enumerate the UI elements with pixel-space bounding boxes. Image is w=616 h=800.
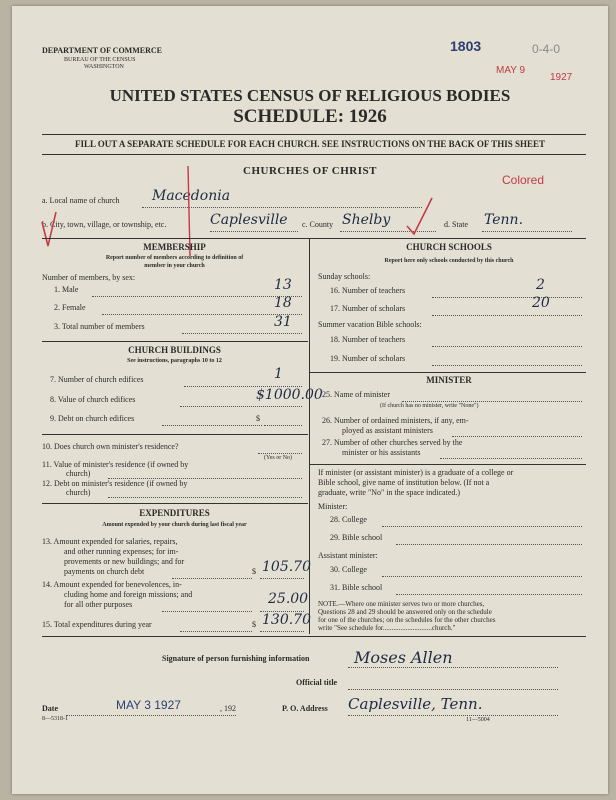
received-date-stamp: MAY 9 <box>496 65 526 76</box>
graduate-note-1: If minister (or assistant minister) is a graduate of a college or <box>318 468 514 477</box>
residence-debt-label-2: church) <box>66 488 91 497</box>
denomination-title: CHURCHES OF CHRIST <box>243 165 377 177</box>
form-number: 8—5318-1 <box>42 716 68 722</box>
serial-stamp: 1803 <box>450 38 482 54</box>
note-line-2: Questions 28 and 29 should be answered only on the schedule <box>318 608 492 616</box>
male-value: 13 <box>274 277 292 293</box>
summer-teachers-label: 18. Number of teachers <box>330 335 406 344</box>
po-address-label: P. O. Address <box>282 704 328 713</box>
date-stamp-value: MAY 3 1927 <box>116 698 181 712</box>
local-name-value: Macedonia <box>152 188 231 204</box>
exp14-line-1: 14. Amount expended for benevolences, in- <box>42 580 182 589</box>
county-value: Shelby <box>342 212 391 228</box>
red-checkmark <box>407 198 432 234</box>
city-label: b. City, town, village, or township, etc. <box>42 220 167 229</box>
date-label: Date <box>42 704 58 713</box>
red-r-mark <box>42 212 56 246</box>
exp13-line-2: and other running expenses; for im- <box>64 547 179 556</box>
minister-heading: MINISTER <box>426 375 472 385</box>
signature-value: Moses Allen <box>354 648 453 667</box>
total-members-value: 31 <box>274 314 292 330</box>
edifices-value: 1 <box>274 366 283 382</box>
note-line-4: write "See schedule for............................church." <box>318 624 456 632</box>
expenditures-heading: EXPENDITURES <box>139 508 210 518</box>
bible-31-label: 31. Bible school <box>330 583 383 592</box>
male-label: 1. Male <box>54 285 79 294</box>
edifice-value-label: 8. Value of church edifices <box>50 395 136 404</box>
edifice-debt-label: 9. Debt on church edifices <box>50 414 135 423</box>
state-value: Tenn. <box>484 212 524 228</box>
membership-subtitle-1: Report number of members according to definition of <box>105 255 244 261</box>
exp13-line-1: 13. Amount expended for salaries, repairs, <box>42 537 178 546</box>
city-value: Caplesville <box>210 212 288 228</box>
po-address-value: Caplesville, Tenn. <box>348 695 483 713</box>
ordained-label-1: 26. Number of ordained ministers, if any, em- <box>322 416 469 425</box>
membership-subtitle-2: member in your church <box>144 263 205 269</box>
edifice-debt-prefix: $ <box>256 414 260 423</box>
summer-scholars-label: 19. Number of scholars <box>330 354 406 363</box>
graduate-note-3: graduate, write "No" in the space indicated.) <box>318 488 461 497</box>
county-label: c. County <box>302 220 334 229</box>
exp15-value: 130.70 <box>262 612 311 628</box>
buildings-subtitle: See instructions, paragraphs 10 to 12 <box>127 358 222 364</box>
membership-heading: MEMBERSHIP <box>143 242 206 252</box>
residence-debt-label-1: 12. Debt on minister's residence (if owned by <box>42 479 188 488</box>
date-year-suffix: , 192 <box>220 704 236 713</box>
bureau-line: BUREAU OF THE CENSUS <box>64 57 136 63</box>
minister-name-label: 25. Name of minister <box>322 390 390 399</box>
sunday-scholars-value: 20 <box>532 295 550 311</box>
exp14-value: 25.00 <box>268 591 309 607</box>
exp13-line-3: provements or new buildings; and for <box>64 557 185 566</box>
college-28-label: 28. College <box>330 515 367 524</box>
form-subtitle: SCHEDULE: 1926 <box>233 106 387 127</box>
minister-name-note: (If church has no minister, write "None") <box>380 403 479 409</box>
official-title-label: Official title <box>296 678 338 687</box>
sunday-schools-label: Sunday schools: <box>318 272 371 281</box>
edifice-value-value: $1000.00 <box>256 387 323 403</box>
colored-stamp: Colored <box>502 173 545 187</box>
dept-line: DEPARTMENT OF COMMERCE <box>42 46 163 55</box>
bible-29-label: 29. Bible school <box>330 533 383 542</box>
local-name-label: a. Local name of church <box>42 196 120 205</box>
other-churches-label-2: minister or his assistants <box>342 448 421 457</box>
summer-schools-label: Summer vacation Bible schools: <box>318 320 422 329</box>
schools-subtitle: Report here only schools conducted by this church <box>384 258 514 264</box>
total-members-label: 3. Total number of members <box>54 322 145 331</box>
buildings-heading: CHURCH BUILDINGS <box>128 345 221 355</box>
sunday-scholars-label: 17. Number of scholars <box>330 304 406 313</box>
census-form-page: DEPARTMENT OF COMMERCE BUREAU OF THE CENSUS WASHINGTON 1803 0-4-0 MAY 9 1927 UNITED STATES CENSUS OF RELIGIOUS BODIES SCHEDULE: 1926 FILL OUT A SEPARATE SCHEDULE FOR EACH CHURCH. SEE INSTRUCTIONS ON THE BACK OF THIS SHEET CHURCHES OF CHRIST Colored a. Local name of church Macedonia b. City, town, village, or township, etc. Caplesville c. County Shelby d. State Tenn. MEMBERSHIP Report number of members according to definition of member in your church Number of members, by sex: 1. Male 13 2. Female 18 3. Total number of members 31 CHURCH BUILDINGS See instructions, paragraphs 10 to 12 7. Number of church edifices 1 8. Value of church edifices $1000.00 9. Debt on church edifices $ 10. Does church own minister's residence? (Yes or No) 11. Value of minister's residence (if owned by church) 12. Debt on minister's residence (if owned by church) EXPENDITURES Amount expended by your church during last fiscal year 13. Amount expended for salaries, repairs, and other running expenses; for im- provements or new buildings; and for payments on church debt $ 105.70 14. Amount expended for benevolences, in- cluding home and foreign missions; and for all other purposes 25.00 15. Total expenditures during year $ 130.70 CHURCH SCHOOLS Report here only schools conducted by this church Sunday schools: 16. Number of teachers 2 17. Number of scholars 20 Summer vacation Bible schools: 18. Number of teachers 19. Number of scholars MINISTER 25. Name of minister (If church has no minister, write "None") 26. Number of ordained ministers, if any, em- ployed as assistant ministers 27. Number of other churches served by the minister or his assistants If minister (or assistant minister) is a graduate of a college or Bible school, give name of institution below. (If not a graduate, write "No" in the space indicated.) Minister: 28. College 29. Bible school Assistant minister: 30. College 31. Bible school NOTE.—Where one minister serves two or more churches, Questions 28 and 29 should be answered only on the schedule for one of the churches; on the schedules for the other churches write "See schedule for............................church." Signature of person furnishing information Moses Allen Official title Date MAY 3 1927 , 192 8—5318-1 P. O. Address Caplesville, Tenn. 11—5004 <box>12 6 608 794</box>
other-churches-label-1: 27. Number of other churches served by the <box>322 438 463 447</box>
female-label: 2. Female <box>54 303 86 312</box>
residence-value-label-1: 11. Value of minister's residence (if owned by <box>42 460 189 469</box>
graduate-note-2: Bible school, give name of institution below. (If not a <box>318 478 490 487</box>
residence-value-label-2: church) <box>66 469 91 478</box>
print-number: 11—5004 <box>466 717 490 723</box>
exp14-line-3: for all other purposes <box>64 600 133 609</box>
female-value: 18 <box>274 295 292 311</box>
yes-no-note: (Yes or No) <box>264 455 293 461</box>
note-line-3: for one of the churches; on the schedules for the other churches <box>318 616 496 624</box>
form-title: UNITED STATES CENSUS OF RELIGIOUS BODIES <box>109 86 511 105</box>
sunday-teachers-label: 16. Number of teachers <box>330 286 406 295</box>
code-stamp: 0-4-0 <box>532 42 561 56</box>
expenditures-subtitle: Amount expended by your church during last fiscal year <box>102 522 247 528</box>
minister-subheading: Minister: <box>318 502 348 511</box>
college-30-label: 30. College <box>330 565 367 574</box>
exp14-line-2: cluding home and foreign missions; and <box>64 590 193 599</box>
state-label: d. State <box>444 220 468 229</box>
note-line-1: NOTE.—Where one minister serves two or more churches, <box>318 600 485 608</box>
ordained-label-2: ployed as assistant ministers <box>342 426 433 435</box>
schools-heading: CHURCH SCHOOLS <box>406 242 492 252</box>
exp13-line-4: payments on church debt <box>64 567 145 576</box>
exp15-label: 15. Total expenditures during year <box>42 620 152 629</box>
city-line: WASHINGTON <box>84 64 124 70</box>
instruction-line: FILL OUT A SEPARATE SCHEDULE FOR EACH CHURCH. SEE INSTRUCTIONS ON THE BACK OF THIS SHEET <box>75 139 545 149</box>
assistant-minister-subheading: Assistant minister: <box>318 551 378 560</box>
received-year-stamp: 1927 <box>550 72 573 83</box>
sunday-teachers-value: 2 <box>536 277 545 293</box>
edifices-label: 7. Number of church edifices <box>50 375 144 384</box>
signature-label: Signature of person furnishing information <box>162 654 310 663</box>
members-by-sex-label: Number of members, by sex: <box>42 273 136 282</box>
exp13-value: 105.70 <box>262 559 311 575</box>
residence-label: 10. Does church own minister's residence? <box>42 442 179 451</box>
